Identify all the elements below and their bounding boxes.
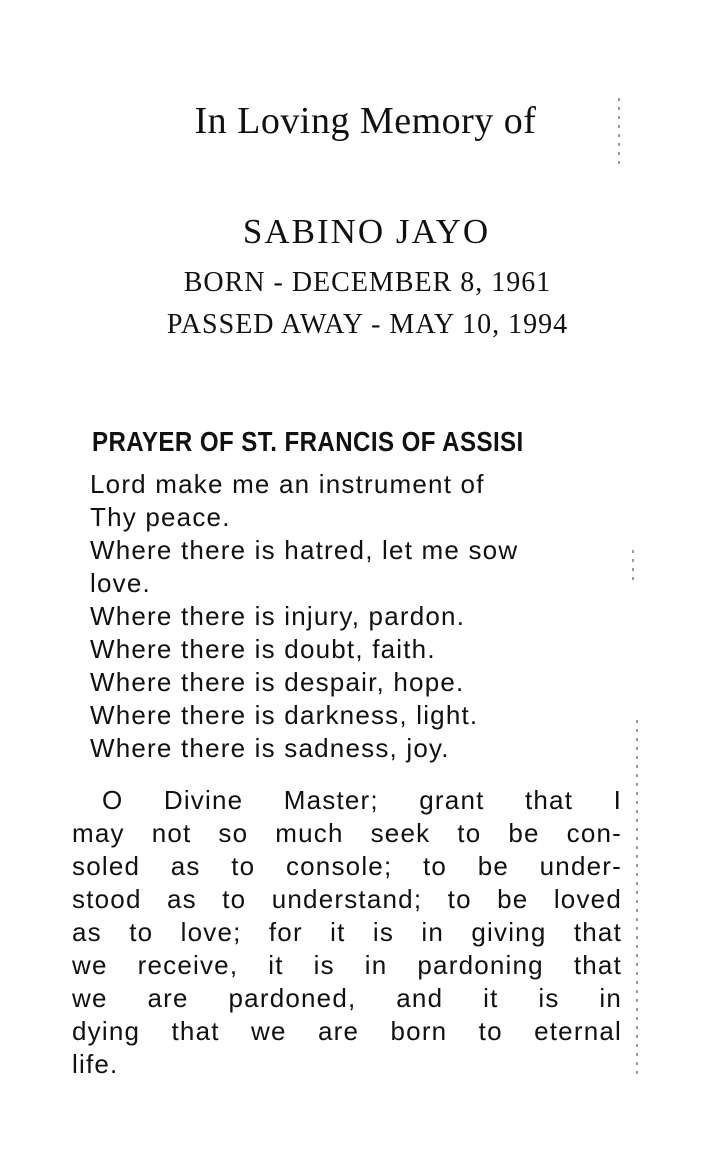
deceased-name: SABINO JAYO [242,212,491,251]
prayer-title: PRAYER OF ST. FRANCIS OF ASSISI [92,426,524,457]
prayer-verse [90,468,630,765]
prayer-closing-paragraph [72,784,622,1081]
closing-line: may not so much seek to be con- [72,818,622,848]
scan-edge-mark [618,98,620,168]
closing-line: stood as to understand; to be loved [72,884,622,914]
verse-line: Lord make me an instrument of [90,469,485,499]
verse-line: Where there is despair, hope. [90,667,465,697]
verse-line: Where there is sadness, joy. [90,733,450,763]
verse-line: Where there is injury, pardon. [90,601,466,631]
verse-line: Where there is hatred, let me sow [90,535,519,565]
birth-date: BORN - DECEMBER 8, 1961 [183,267,552,298]
verse-line: Thy peace. [90,502,231,532]
closing-line: we are pardoned, and it is in [72,983,622,1013]
death-date: PASSED AWAY - MAY 10, 1994 [166,309,569,340]
verse-line: Where there is darkness, light. [90,700,479,730]
memorial-heading: In Loving Memory of [194,100,537,142]
closing-line: dying that we are born to eternal [72,1016,622,1046]
closing-line: soled as to console; to be under- [72,851,622,881]
closing-line: O Divine Master; grant that I [102,785,622,815]
closing-line: we receive, it is in pardoning that [72,950,622,980]
verse-line: Where there is doubt, faith. [90,634,436,664]
verse-line: love. [90,568,151,598]
scan-edge-mark [636,720,638,1080]
closing-line: as to love; for it is in giving that [72,917,622,947]
closing-line: life. [72,1049,119,1079]
scan-edge-mark [632,550,634,580]
